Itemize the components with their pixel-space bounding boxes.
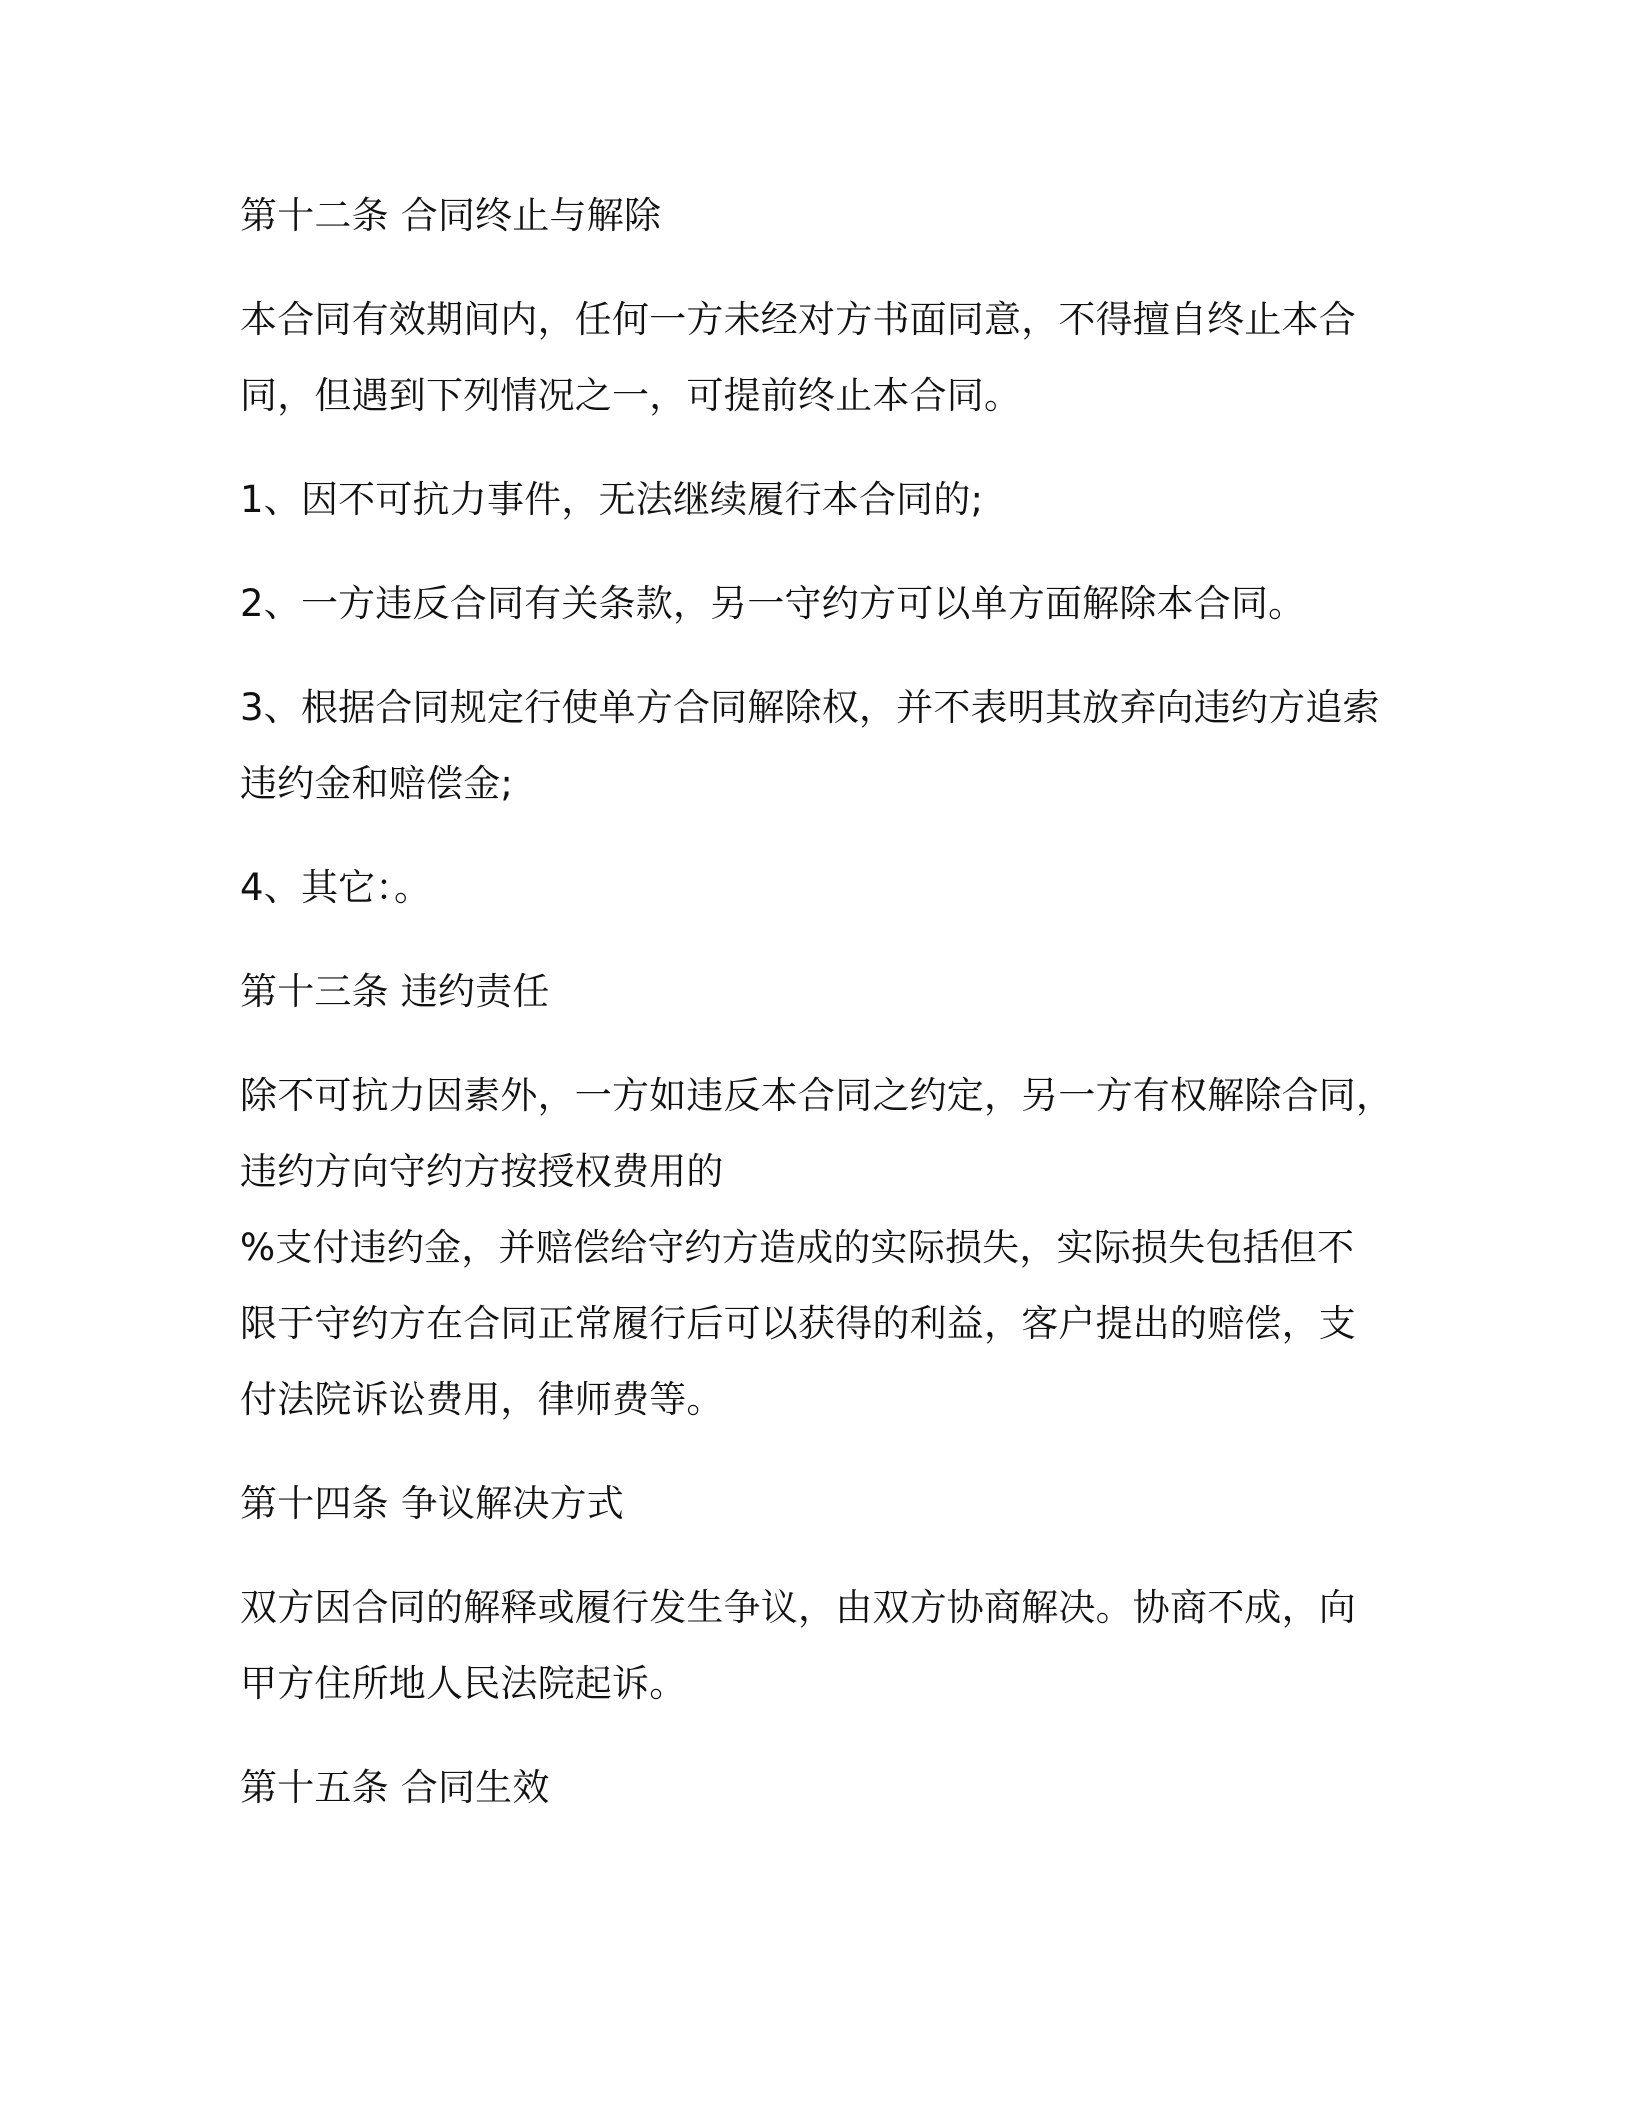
article-14-heading: 第十四条 争议解决方式 (240, 1482, 624, 1525)
article-13-paragraph-line-3: %支付违约金，并赔偿给守约方造成的实际损失，实际损失包括但不 (240, 1226, 1355, 1269)
article-15-heading: 第十五条 合同生效 (240, 1766, 550, 1809)
article-13-paragraph-line-5: 付法院诉讼费用，律师费等。 (240, 1378, 724, 1421)
article-12-intro-line-2: 同，但遇到下列情况之一，可提前终止本合同。 (240, 374, 1022, 417)
article-13-paragraph-line-4: 限于守约方在合同正常履行后可以获得的利益，客户提出的赔偿，支 (240, 1302, 1356, 1345)
article-13-paragraph-line-2: 违约方向守约方按授权费用的 (240, 1150, 724, 1193)
article-12-intro-line-1: 本合同有效期间内，任何一方未经对方书面同意，不得擅自终止本合 (240, 298, 1356, 341)
article-13-heading: 第十三条 违约责任 (240, 970, 550, 1013)
article-12-item-4: 4、其它：。 (240, 866, 432, 909)
article-14-paragraph-line-1: 双方因合同的解释或履行发生争议，由双方协商解决。协商不成，向 (240, 1586, 1356, 1629)
article-13-paragraph-line-1: 除不可抗力因素外，一方如违反本合同之约定，另一方有权解除合同， (240, 1074, 1394, 1117)
article-12-heading: 第十二条 合同终止与解除 (240, 194, 662, 237)
article-12-item-3-line-2: 违约金和赔偿金; (240, 762, 514, 805)
article-12-item-2: 2、一方违反合同有关条款，另一守约方可以单方面解除本合同。 (240, 582, 1306, 625)
article-14-paragraph-line-2: 甲方住所地人民法院起诉。 (240, 1662, 687, 1705)
article-12-item-1: 1、因不可抗力事件，无法继续履行本合同的; (240, 478, 984, 521)
article-12-item-3-line-1: 3、根据合同规定行使单方合同解除权，并不表明其放弃向违约方追索 (240, 686, 1380, 729)
